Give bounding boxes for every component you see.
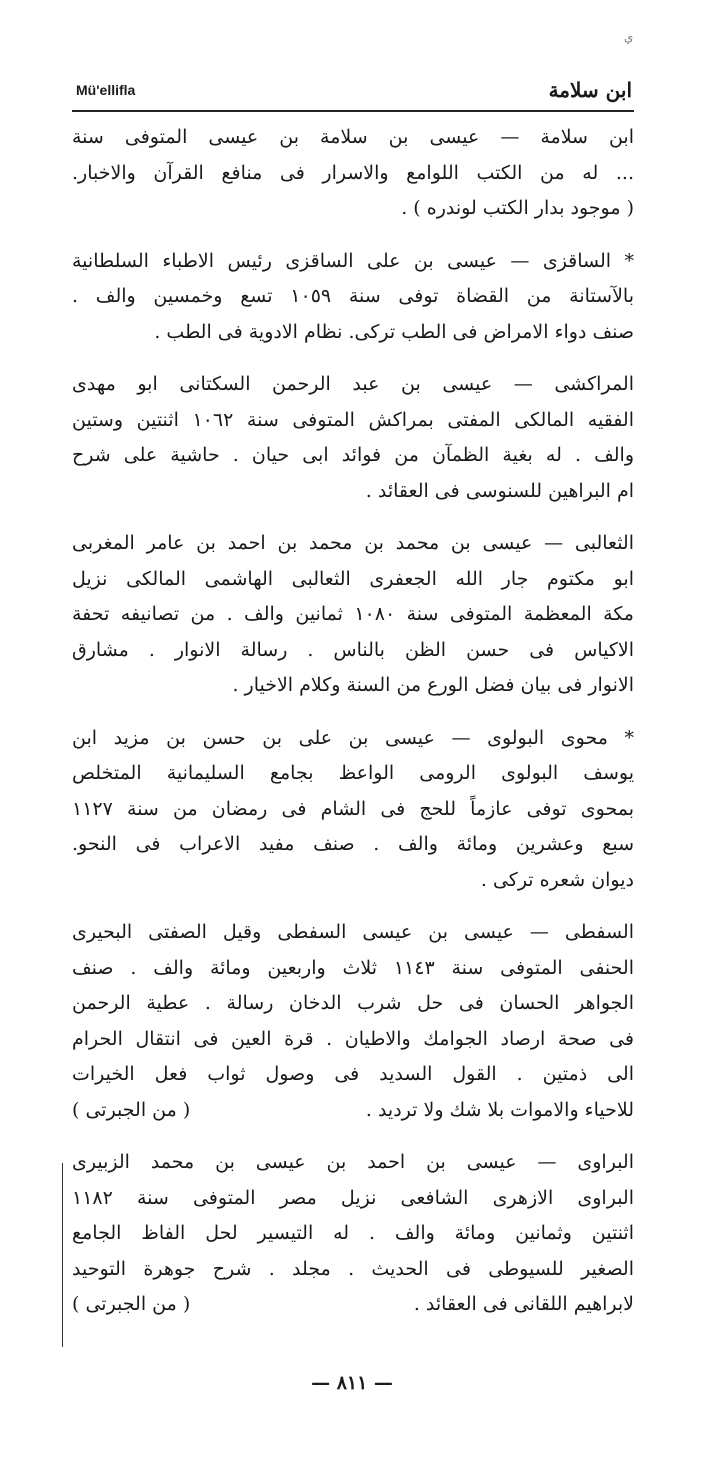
entry-thaalibi [72,526,634,704]
entry-sifti [72,915,634,1128]
entry-mahwi-bolawi [72,721,634,899]
entry-line: ... له من الكتب اللوامع والاسرار فى منافع القرآن والاخبار. [72,161,634,184]
entry-line: سبع وعشرين ومائة والف . صنف مفيد الاعراب فى النحو. [72,833,634,855]
entry-line: ديوان شعره تركى . [480,868,634,891]
entry-line: يوسف البولوى الرومى الواعظ بجامع السليمانية المتخلص [72,762,634,784]
entry-line: ابو مكتوم جار الله الجعفرى الثعالبى الهاشمى المالكى نزيل [72,567,634,590]
entry-line: الجواهر الحسان فى حل شرب الدخان رسالة . عطية الرحمن [72,992,634,1014]
entry-ibn-salama [72,120,634,227]
corner-mark: ي [624,30,634,44]
entry-line: الانوار فى بيان فضل الورع من السنة وكلام الاخيار . [232,674,634,696]
entry-line: البراوى — عيسى بن احمد بن عيسى بن محمد الزبيرى [72,1151,634,1173]
entry-line: * الساقزى — عيسى بن على الساقزى رئيس الاطباء السلطانية [72,249,634,272]
entry-marrakushi [72,367,634,509]
entry-line: الفقيه المالكى المفتى بمراكش المتوفى سنة ١٠٦٢ اثنتين وستين [72,408,634,431]
entry-line: البراوى الازهرى الشافعى نزيل مصر المتوفى سنة ١١٨٢ [72,1186,634,1209]
entry-line: الثعالبى — عيسى بن محمد بن محمد بن احمد بن عامر المغربى [72,532,634,554]
running-header [72,80,634,112]
entry-line: فى صحة ارصاد الجوامك والاطيان . قرة العين فى انتقال الحرام [72,1027,634,1050]
entry-line: الاكياس فى حسن الظن بالناس . رسالة الانوار . مشارق [72,638,634,661]
entry-line: الحنفى المتوفى سنة ١١٤٣ ثلاث واربعين ومائة والف . صنف [72,956,634,979]
source-citation: ( من الجبرتى ) [72,1293,191,1315]
entry-line: السفطى — عيسى بن عيسى السفطى وقيل الصفتى البحيرى [72,921,634,943]
header-right-title: ابن سلامة [548,78,632,102]
entry-line: مكة المعظمة المتوفى سنة ١٠٨٠ ثمانين والف . من تصانيفه تحفة [72,603,634,625]
entry-line: ابن سلامة — عيسى بن سلامة بن عيسى المتوفى سنة [72,126,634,148]
entry-line: والف . له بغية الظمآن من فوائد ابى حيان . حاشية على شرح [72,444,634,466]
entry-line-with-source [72,1093,634,1129]
entry-line: بمحوى توفى عازماً للحج فى الشام فى رمضان من سنة ١١٢٧ [72,797,634,820]
entry-line: ( موجود بدار الكتب لوندره ) . [401,197,634,219]
entry-barawi [72,1145,634,1323]
entry-line: الصغير للسيوطى فى الحديث . مجلد . شرح جوهرة التوحيد [72,1257,634,1280]
entry-line-with-source [72,1287,634,1323]
entry-line: ام البراهين للسنوسى فى العقائد . [365,479,634,502]
entry-line: لابراهيم اللقانى فى العقائد . [413,1293,634,1315]
header-left-label: Mü'ellifla [76,82,136,98]
entry-line: المراكشى — عيسى بن عبد الرحمن السكتانى ابو مهدى [72,373,634,395]
entry-line: * محوى البولوى — عيسى بن على بن حسن بن مزيد ابن [72,726,634,749]
entry-saqizi [72,244,634,351]
entry-line: للاحياء والاموات بلا شك ولا ترديد . [365,1098,634,1121]
entries-list [72,120,634,1340]
entry-line: اثنتين وثمانين ومائة والف . له التيسير لحل الفاظ الجامع [72,1222,634,1244]
entry-line: الى ذمتين . القول السديد فى وصول ثواب فعل الخيرات [72,1063,634,1085]
margin-bar [62,1163,63,1347]
entry-line: بالآستانة من القضاة توفى سنة ١٠٥٩ تسع وخمسين والف . [72,285,634,307]
page-number: — ٨١١ — [311,1372,393,1394]
entry-line: صنف دواء الامراض فى الطب تركى. نظام الادوية فى الطب . [154,320,634,343]
source-citation: ( من الجبرتى ) [72,1098,191,1121]
